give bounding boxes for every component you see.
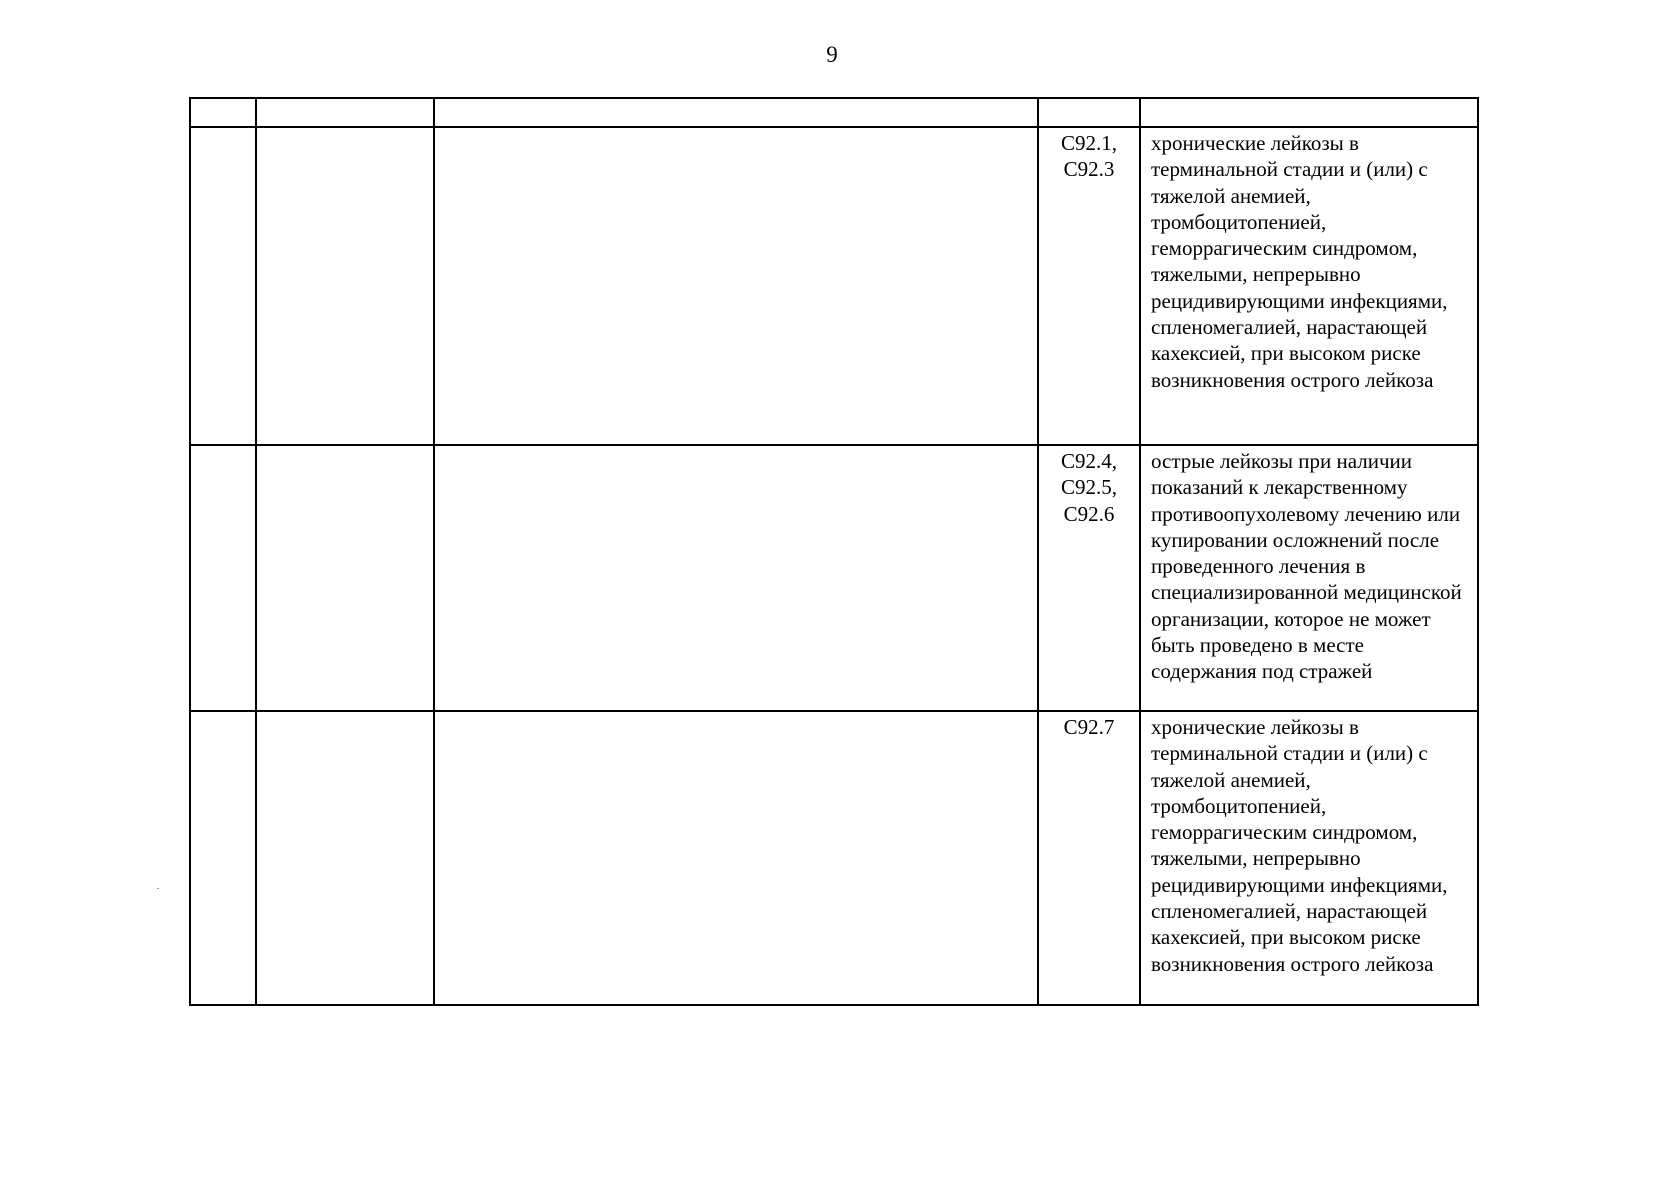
header-cell [256, 98, 434, 127]
empty-cell [190, 127, 256, 445]
condition-description: хронические лейкозы в терминальной стадии и (или) с тяжелой анемией, тромбоцитопенией, геморрагическим синдромом, тяжелыми, непрерывно рецидивирующими инфекциями, спленомегалией, нарастающей кахексией, при высоком риске возникновения острого лейкоза [1140, 711, 1478, 1005]
icd-code: C92.3 [1063, 157, 1115, 182]
header-cell [1038, 98, 1140, 127]
icd-code-cell [1038, 127, 1140, 445]
empty-cell [190, 711, 256, 1005]
icd-code-cell [1038, 445, 1140, 711]
table-row [190, 127, 1478, 445]
empty-cell [434, 445, 1038, 711]
page-number: 9 [826, 42, 838, 67]
icd-code: C92.5, [1060, 475, 1117, 500]
icd-code: C92.7 [1063, 715, 1115, 739]
table-header-row [190, 98, 1478, 127]
empty-cell [256, 127, 434, 445]
icd-code-cell [1038, 711, 1140, 1005]
condition-description: острые лейкозы при наличии показаний к лекарственному противоопухолевому лечению или купировании осложнений после проведенного лечения в специализированной медицинской организации, которое не может быть проведено в месте содержания под стражей [1140, 445, 1478, 711]
empty-cell [256, 445, 434, 711]
empty-cell [256, 711, 434, 1005]
table-row [190, 445, 1478, 711]
header-cell [434, 98, 1038, 127]
icd-code: C92.1, [1060, 131, 1117, 155]
condition-description: хронические лейкозы в терминальной стадии и (или) с тяжелой анемией, тромбоцитопенией, геморрагическим синдромом, тяжелыми, непрерывно рецидивирующими инфекциями, спленомегалией, нарастающей кахексией, при высоком риске возникновения острого лейкоза [1140, 127, 1478, 445]
empty-cell [434, 711, 1038, 1005]
diagnosis-table [189, 97, 1479, 1006]
icd-code: C92.6 [1063, 501, 1115, 526]
empty-cell [434, 127, 1038, 445]
icd-code: C92.4, [1060, 449, 1117, 473]
header-cell [1140, 98, 1478, 127]
header-cell [190, 98, 256, 127]
scan-speck [157, 888, 159, 889]
empty-cell [190, 445, 256, 711]
table-row [190, 711, 1478, 1005]
